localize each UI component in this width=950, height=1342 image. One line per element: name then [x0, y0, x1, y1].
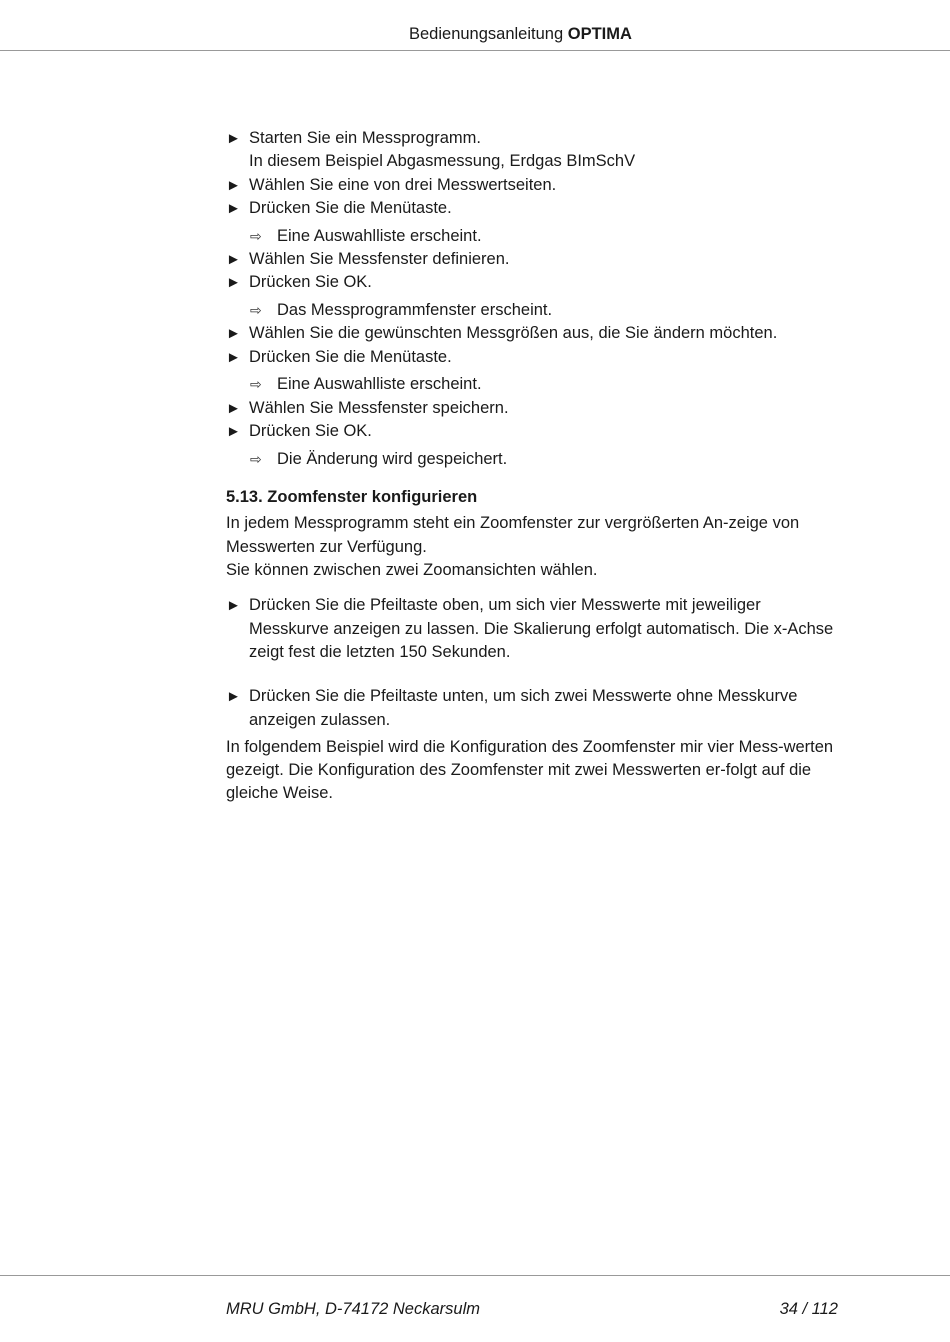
step-text: Das Messprogrammfenster erscheint. — [277, 301, 553, 320]
header-rule — [0, 50, 950, 51]
step-text: Drücken Sie OK. — [249, 273, 372, 292]
step-item — [226, 346, 841, 369]
result-arrow-icon: ⇨ — [250, 376, 262, 393]
step-text: Wählen Sie Messfenster definieren. — [249, 249, 510, 268]
step-result — [226, 225, 841, 248]
step-text: Drücken Sie die Pfeiltaste unten, um sich zwei Messwerte ohne Messkurve anzeigen zulassen. — [249, 687, 798, 729]
step-continuation — [226, 150, 841, 173]
step-result — [226, 448, 841, 471]
step-marker-icon: ► — [226, 423, 241, 441]
instruction-list — [226, 127, 841, 471]
step-text: Wählen Sie eine von drei Messwertseiten. — [249, 175, 557, 194]
step-arrow-up — [226, 594, 841, 664]
step-marker-icon: ► — [226, 399, 241, 417]
step-text: Wählen Sie die gewünschten Messgrößen aus, die Sie ändern möchten. — [249, 324, 778, 343]
step-item — [226, 420, 841, 443]
step-item — [226, 248, 841, 271]
step-text: Die Änderung wird gespeichert. — [277, 449, 508, 468]
section-intro-2: Sie können zwischen zwei Zoomansichten wählen. — [226, 561, 598, 580]
header-prefix: Bedienungsanleitung — [409, 25, 564, 43]
step-item — [226, 197, 841, 220]
result-arrow-icon: ⇨ — [250, 227, 262, 244]
page-number: 34 / 112 — [779, 1300, 838, 1318]
step-text: Drücken Sie die Menütaste. — [249, 198, 452, 217]
step-marker-icon: ► — [226, 274, 241, 292]
step-arrow-down — [226, 685, 841, 732]
section-heading: 5.13. Zoomfenster konfigurieren — [226, 488, 478, 507]
step-text: Wählen Sie Messfenster speichern. — [249, 398, 509, 417]
step-result — [226, 299, 841, 322]
step-text: Starten Sie ein Messprogramm. — [249, 129, 482, 147]
step-marker-icon: ► — [226, 348, 241, 366]
step-item — [226, 322, 841, 345]
step-marker-icon: ► — [226, 130, 241, 147]
step-text: Drücken Sie die Menütaste. — [249, 347, 452, 366]
step-marker-icon: ► — [226, 176, 241, 194]
step-item — [226, 127, 841, 150]
footer-rule — [0, 1275, 950, 1276]
step-marker-icon: ► — [226, 597, 241, 615]
step-marker-icon: ► — [226, 250, 241, 268]
step-item — [226, 397, 841, 420]
step-item — [226, 271, 841, 294]
page-content — [226, 127, 841, 806]
step-marker-icon: ► — [226, 325, 241, 343]
header-product: OPTIMA — [567, 25, 632, 43]
section-outro: In folgendem Beispiel wird die Konfiguration des Zoomfenster mir vier Mess-werten gezeigt. Die Konfiguration des Zoomfenster mit zwei Messwerten er-folgt auf die gleiche Weise. — [226, 737, 834, 803]
step-text: In diesem Beispiel Abgasmessung, Erdgas BImSchV — [249, 152, 636, 171]
step-marker-icon: ► — [226, 199, 241, 217]
page-footer — [226, 1297, 838, 1321]
step-text: Eine Auswahlliste erscheint. — [277, 375, 482, 394]
result-arrow-icon: ⇨ — [250, 450, 262, 467]
step-text: Drücken Sie die Pfeiltaste oben, um sich vier Messwerte mit jeweiliger Messkurve anzeigen zu lassen. Die Skalierung erfolgt automatisch. Die x-Achse zeigt fest die letzten 150 Sekunden. — [249, 596, 834, 661]
header-title — [409, 22, 632, 46]
step-marker-icon: ► — [226, 688, 241, 706]
step-text: Eine Auswahlliste erscheint. — [277, 226, 482, 245]
step-item — [226, 174, 841, 197]
footer-company: MRU GmbH, D-74172 Neckarsulm — [226, 1300, 480, 1318]
page-header — [0, 22, 950, 46]
step-result — [226, 373, 841, 396]
step-text: Drücken Sie OK. — [249, 422, 372, 441]
result-arrow-icon: ⇨ — [250, 302, 262, 319]
section-intro: In jedem Messprogramm steht ein Zoomfenster zur vergrößerten An-zeige von Messwerten zur Verfügung. — [226, 514, 800, 556]
